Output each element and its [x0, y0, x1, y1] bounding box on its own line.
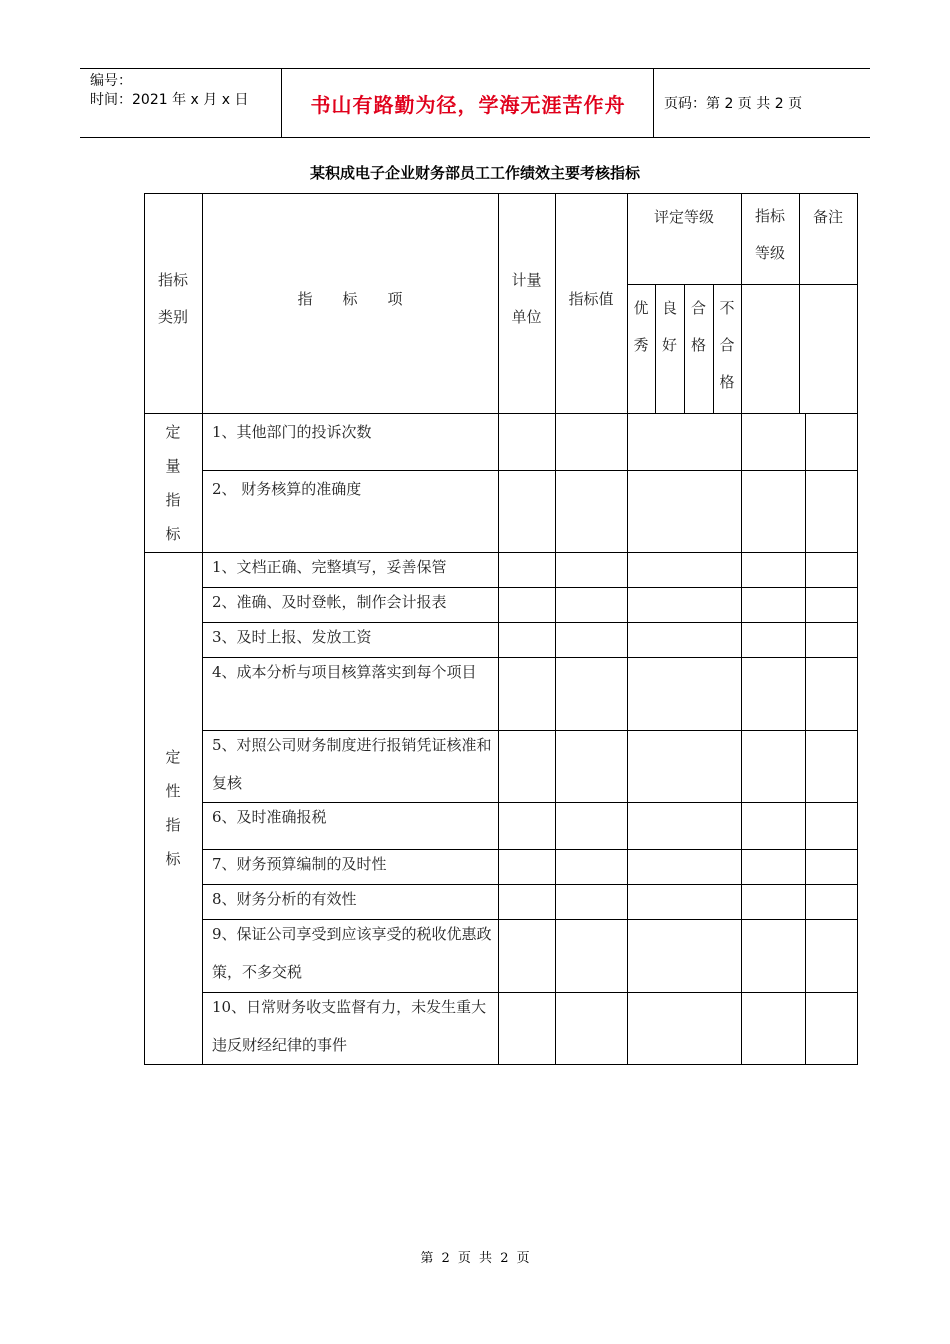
indicator-item: 1、文档正确、完整填写，妥善保管	[212, 558, 447, 576]
header-value: 指标值	[568, 290, 614, 308]
header-fail: 不 合 格	[719, 299, 735, 391]
category-quantitative: 定 量 指 标	[165, 422, 181, 543]
table-rule	[805, 413, 806, 1064]
header-excellent: 优 秀	[633, 299, 649, 354]
indicator-item: 5、对照公司财务制度进行报销凭证核准和复核	[212, 736, 492, 792]
page-title: 某积成电子企业财务部员工工作绩效主要考核指标	[309, 164, 640, 182]
header-good: 良 好	[661, 299, 677, 354]
indicator-item: 10、日常财务收支监督有力，未发生重大违反财经纪律的事件	[212, 998, 487, 1054]
indicator-item: 8、财务分析的有效性	[212, 890, 357, 908]
indicator-item: 1、其他部门的投诉次数	[212, 423, 372, 441]
table-rule	[555, 413, 556, 1064]
table-rule	[627, 284, 857, 285]
header-motto: 书山有路勤为径，学海无涯苦作舟	[310, 92, 626, 117]
table-rule	[144, 193, 857, 194]
indicator-item: 4、成本分析与项目核算落实到每个项目	[212, 663, 477, 681]
header-category: 指标 类别	[157, 271, 188, 326]
header-rating: 评定等级	[653, 208, 714, 226]
table-rule	[627, 413, 628, 1064]
document-date: 时间：2021 年 x 月 x 日	[90, 92, 249, 108]
indicator-item: 6、及时准确报税	[212, 808, 327, 826]
indicator-item: 7、财务预算编制的及时性	[212, 855, 387, 873]
table-rule	[857, 193, 858, 1065]
header-unit: 计量 单位	[511, 271, 542, 326]
indicator-item: 2、准确、及时登帐，制作会计报表	[212, 593, 447, 611]
header-remark: 备注	[812, 208, 843, 226]
indicator-item: 3、及时上报、发放工资	[212, 628, 372, 646]
header-pass: 合 格	[690, 299, 706, 354]
indicator-item: 9、保证公司享受到应该享受的税收优惠政策，不多交税	[212, 925, 492, 981]
table-rule	[144, 1064, 858, 1065]
table-rule	[741, 413, 742, 1064]
header-page-number: 页码：第 2 页 共 2 页	[664, 96, 803, 112]
document-number: 编号：	[90, 73, 132, 89]
header-item: 指 标 项	[297, 290, 403, 308]
header-grade: 指标 等级	[754, 207, 785, 262]
category-qualitative: 定 性 指 标	[165, 748, 181, 868]
table-rule	[498, 413, 499, 1064]
indicator-item: 2、 财务核算的准确度	[212, 480, 362, 498]
page-footer: 第 2 页 共 2 页	[420, 1251, 530, 1266]
